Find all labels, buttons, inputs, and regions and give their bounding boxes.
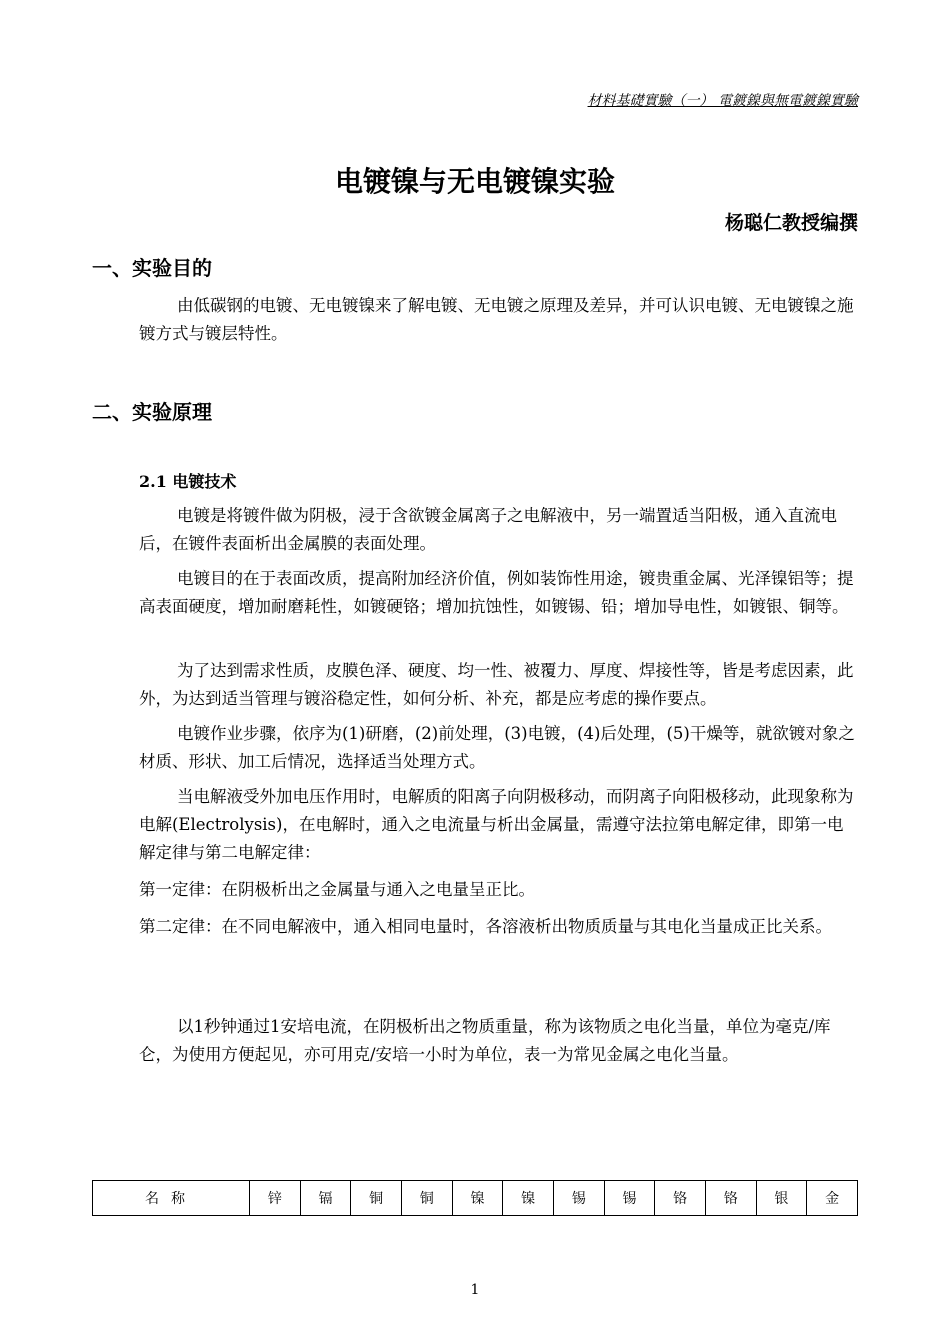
section2-heading: 二、实验原理: [92, 400, 212, 424]
table-cell: 银: [756, 1181, 807, 1216]
table-cell: 铜: [351, 1181, 402, 1216]
document-author: 杨聪仁教授编撰: [724, 212, 858, 234]
paragraph-5: 当电解液受外加电压作用时，电解质的阳离子向阴极移动，而阴离子向阳极移动，此现象称为电解(Electrolysis)，在电解时，通入之电流量与析出金属量，需遵守法拉第电解定律，即第一电解定律与第二电解定律：: [139, 787, 854, 862]
table-cell: 锌: [250, 1181, 301, 1216]
running-header: 材料基礎實驗（一） 電鍍鎳與無電鍍鎳實驗: [587, 93, 858, 109]
electrochemical-equivalent-table: [92, 1180, 858, 1216]
table-cell: 金: [807, 1181, 858, 1216]
table-cell: 镉: [300, 1181, 351, 1216]
table-cell: 锡: [553, 1181, 604, 1216]
faraday-law-1: 第一定律：在阴极析出之金属量与通入之电量呈正比。: [139, 880, 535, 899]
document-title: 电镀镍与无电镀镍实验: [334, 165, 615, 198]
closing-paragraph: 以1秒钟通过1安培电流，在阴极析出之物质重量，称为该物质之电化当量，单位为毫克/库仑，为使用方便起见，亦可用克/安培一小时为单位，表一为常见金属之电化当量。: [139, 1017, 831, 1064]
page-number: 1: [470, 1282, 480, 1298]
paragraph-1: 电镀是将镀件做为阴极，浸于含欲镀金属离子之电解液中，另一端置适当阳极，通入直流电后，在镀件表面析出金属膜的表面处理。: [139, 506, 837, 553]
section1-heading: 一、实验目的: [92, 256, 212, 280]
paragraph-3: 为了达到需求性质，皮膜色泽、硬度、均一性、被覆力、厚度、焊接性等，皆是考虑因素，此外，为达到适当管理与镀浴稳定性，如何分析、补充，都是应考虑的操作要点。: [139, 661, 854, 708]
paragraph-2: 电镀目的在于表面改质，提高附加经济价值，例如装饰性用途，镀贵重金属、光泽镍铝等；提高表面硬度，增加耐磨耗性，如镀硬铬；增加抗蚀性，如镀锡、铅；增加导电性，如镀银、铜等。: [139, 569, 854, 616]
table-cell: 镍: [503, 1181, 554, 1216]
faraday-law-2: 第二定律：在不同电解液中，通入相同电量时，各溶液析出物质质量与其电化当量成正比关系。: [139, 917, 832, 936]
paragraph-4: 电镀作业步骤，依序为(1)研磨，(2)前处理，(3)电镀，(4)后处理，(5)干燥等，就欲镀对象之材质、形状、加工后情况，选择适当处理方式。: [139, 724, 855, 771]
table-name-label: 名称: [93, 1181, 250, 1216]
table-cell: 铬: [655, 1181, 706, 1216]
table-cell: 锡: [604, 1181, 655, 1216]
table-row: [93, 1181, 858, 1216]
section1-paragraph: 由低碳钢的电镀、无电镀镍来了解电镀、无电镀之原理及差异，并可认识电镀、无电镀镍之施镀方式与镀层特性。: [139, 296, 854, 343]
table-cell: 铜: [401, 1181, 452, 1216]
section2-subheading: 2.1 电镀技术: [139, 472, 237, 491]
table-cell: 铬: [705, 1181, 756, 1216]
table-cell: 镍: [452, 1181, 503, 1216]
